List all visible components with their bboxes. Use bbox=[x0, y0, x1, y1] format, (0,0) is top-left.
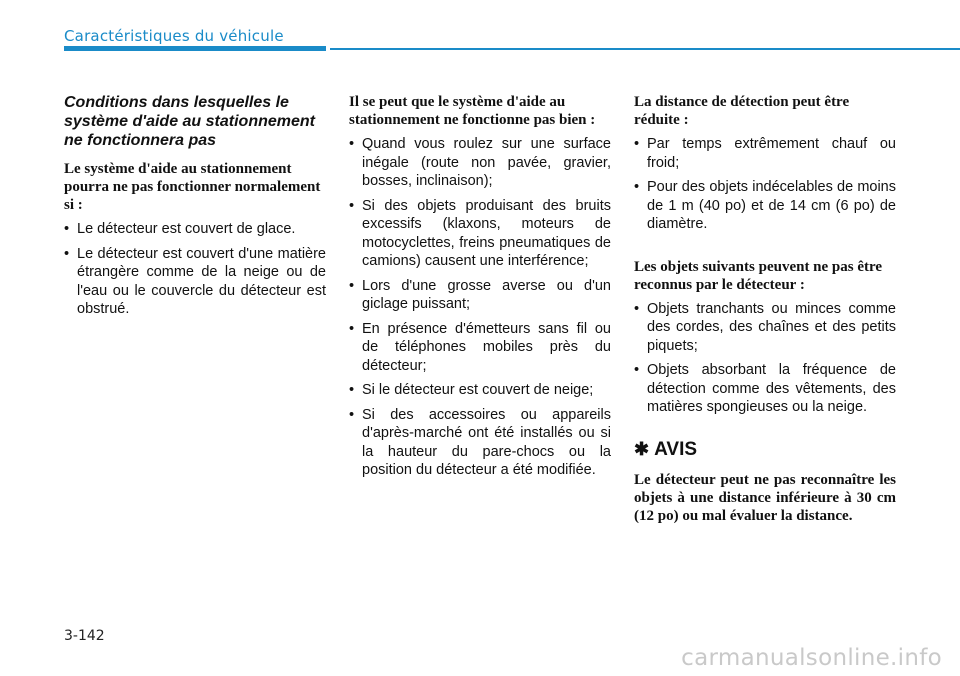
section-heading: Les objets suivants peuvent ne pas être reconnus par le détecteur : bbox=[634, 258, 883, 293]
section-heading: La distance de détection peut être réduite : bbox=[634, 94, 850, 128]
list-item: • Objets absorbant la fréquence de détection comme des vêtements, des matières spongieuses ou la neige. bbox=[634, 361, 896, 417]
bullet-list bbox=[634, 135, 896, 234]
list-item: • Quand vous roulez sur une surface inégale (route non pavée, gravier, bosses, inclinaison); bbox=[349, 135, 611, 191]
list-item: • Par temps extrêmement chauf ou froid; bbox=[634, 135, 896, 172]
notice-text: Le détecteur peut ne pas reconnaître les objets à une distance inférieure à 30 cm (12 po) ou mal évaluer la distance. bbox=[634, 471, 896, 524]
section-heading: Il se peut que le système d'aide au stationnement ne fonctionne pas bien : bbox=[349, 94, 596, 128]
list-item: • En présence d'émetteurs sans fil ou de téléphones mobiles près du détecteur; bbox=[349, 320, 611, 376]
list-item: • Si des accessoires ou appareils d'après-marché ont été installés ou si la hauteur du pare-chocs ou la position du détecteur a été modifiée. bbox=[349, 406, 611, 480]
header-rule-thin bbox=[330, 48, 960, 50]
header-rule-thick bbox=[64, 46, 326, 51]
list-item: • Si des objets produisant des bruits excessifs (klaxons, moteurs de motocyclettes, freins pneumatiques de camions) causent une interférence; bbox=[349, 197, 611, 271]
page-number: 3-142 bbox=[64, 628, 105, 644]
asterisk-icon: ✱ bbox=[634, 439, 650, 459]
list-item: • Pour des objets indécelables de moins de 1 m (40 po) et de 14 cm (6 po) de diamètre. bbox=[634, 178, 896, 234]
header-title: Caractéristiques du véhicule bbox=[64, 27, 284, 45]
watermark: carmanualsonline.info bbox=[681, 645, 942, 671]
spacer bbox=[634, 240, 896, 258]
column-1 bbox=[64, 93, 326, 325]
list-item: • Si le détecteur est couvert de neige; bbox=[349, 381, 611, 400]
section-heading: Conditions dans lesquelles le système d'aide au stationnement ne fonctionnera pas bbox=[64, 94, 315, 149]
bullet-list bbox=[349, 135, 611, 480]
section-subheading: Le système d'aide au stationnement pourra ne pas fonctionner normalement si : bbox=[64, 161, 321, 213]
notice-title bbox=[634, 439, 896, 461]
list-item: • Objets tranchants ou minces comme des cordes, des chaînes et des petits piquets; bbox=[634, 300, 896, 356]
list-item: • Le détecteur est couvert d'une matière étrangère comme de la neige ou de l'eau ou le couvercle du détecteur est obstrué. bbox=[64, 245, 326, 319]
bullet-list bbox=[634, 300, 896, 417]
column-2 bbox=[349, 93, 611, 486]
bullet-list bbox=[64, 220, 326, 319]
notice-title-label: AVIS bbox=[654, 438, 698, 460]
list-item: • Le détecteur est couvert de glace. bbox=[64, 220, 326, 239]
list-item: • Lors d'une grosse averse ou d'un giclage puissant; bbox=[349, 277, 611, 314]
column-3 bbox=[634, 93, 896, 525]
